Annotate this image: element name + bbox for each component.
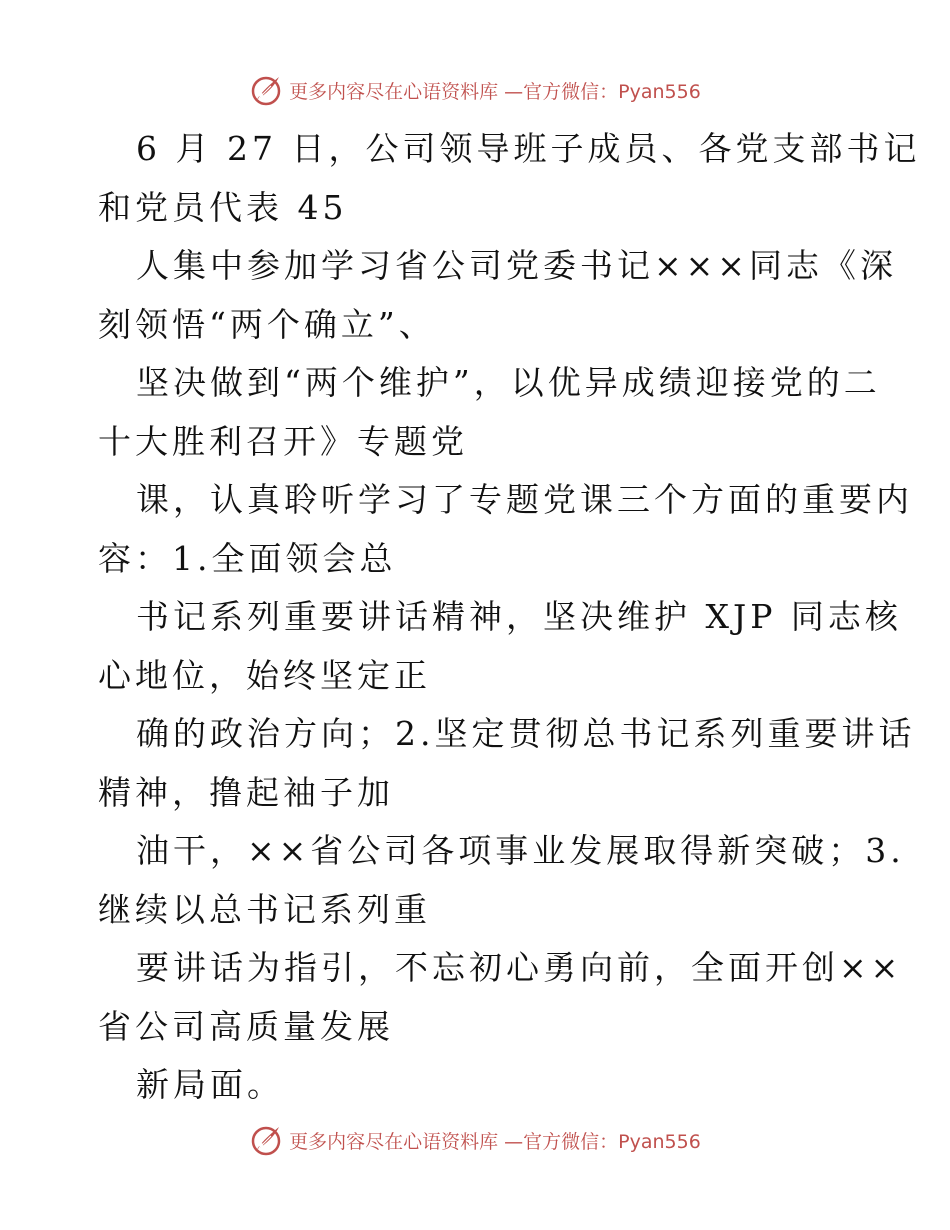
paragraph-line: 坚决做到“两个维护”，以优异成绩迎接党的二	[136, 363, 881, 402]
paragraph	[98, 588, 902, 705]
paragraph-line: 心地位，始终坚定正	[98, 655, 431, 695]
banner-sub-text: —官方微信：Pyan556	[504, 80, 701, 103]
paragraph-line: 省公司高质量发展	[98, 1006, 394, 1046]
paragraph-line: 和党员代表 45	[98, 187, 348, 227]
feather-pen-logo-icon	[249, 1123, 283, 1157]
paragraph	[98, 705, 916, 822]
footer-banner	[0, 1120, 950, 1160]
paragraph	[98, 939, 903, 1056]
banner-main-text: 更多内容尽在心语资料库	[289, 1130, 499, 1153]
document-body	[98, 120, 921, 1115]
feather-pen-logo-icon	[249, 73, 283, 107]
paragraph-line: 书记系列重要讲话精神，坚决维护 XJP 同志核	[136, 597, 902, 636]
paragraph-line: 刻领悟“两个确立”、	[98, 304, 436, 344]
paragraph	[98, 354, 881, 471]
paragraph	[98, 1056, 858, 1115]
paragraph-line: 继续以总书记系列重	[98, 889, 431, 929]
header-banner	[0, 70, 950, 110]
paragraph-line: 容：1.全面领会总	[98, 538, 397, 578]
paragraph	[98, 120, 921, 237]
paragraph-line: 精神，撸起袖子加	[98, 772, 394, 812]
paragraph-line: 6 月 27 日，公司领导班子成员、各党支部书记	[136, 129, 921, 168]
paragraph-line: 课，认真聆听学习了专题党课三个方面的重要内	[136, 480, 913, 519]
paragraph	[98, 822, 905, 939]
paragraph-line: 十大胜利召开》专题党	[98, 421, 468, 461]
banner-sub-text: —官方微信：Pyan556	[504, 1130, 701, 1153]
banner-main-text: 更多内容尽在心语资料库	[289, 80, 499, 103]
paragraph-line: 油干，××省公司各项事业发展取得新突破；3.	[136, 831, 905, 870]
paragraph	[98, 237, 897, 354]
paragraph-line: 要讲话为指引，不忘初心勇向前，全面开创××	[136, 948, 903, 987]
paragraph	[98, 471, 913, 588]
paragraph-line: 人集中参加学习省公司党委书记×××同志《深	[136, 246, 897, 285]
paragraph-line: 确的政治方向；2.坚定贯彻总书记系列重要讲话	[136, 714, 916, 753]
paragraph-line: 新局面。	[136, 1065, 284, 1104]
